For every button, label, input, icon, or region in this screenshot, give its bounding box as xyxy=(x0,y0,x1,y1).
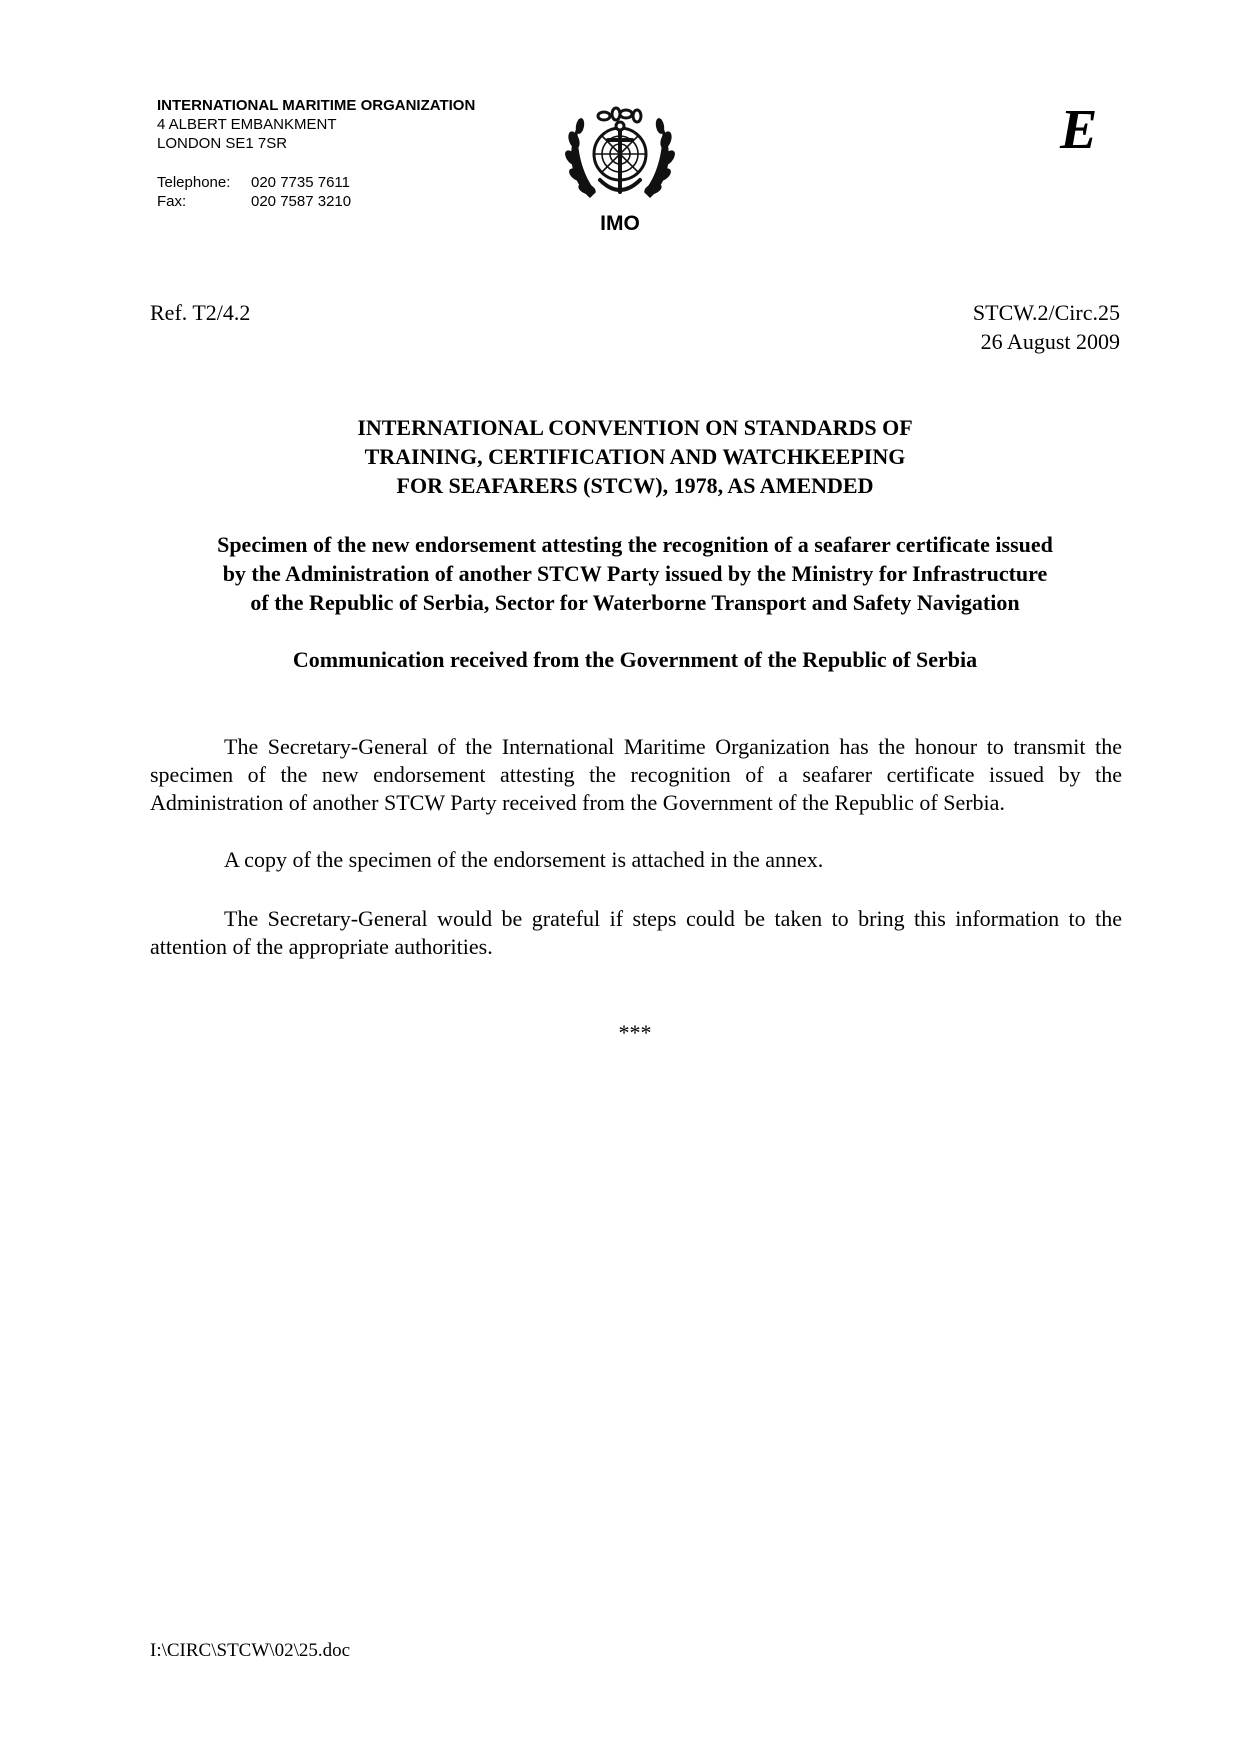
subtitle-line-3: of the Republic of Serbia, Sector for Waterborne Transport and Safety Navigation xyxy=(250,590,1020,615)
body-paragraph-2: A copy of the specimen of the endorsement is attached in the annex. xyxy=(224,847,824,872)
address-line-1: 4 ALBERT EMBANKMENT xyxy=(157,116,337,133)
organization-name: INTERNATIONAL MARITIME ORGANIZATION xyxy=(157,97,476,114)
convention-title-line-3: FOR SEAFARERS (STCW), 1978, AS AMENDED xyxy=(396,473,874,498)
document-subtitle xyxy=(150,530,1120,617)
convention-title-line-2: TRAINING, CERTIFICATION AND WATCHKEEPING xyxy=(364,444,906,469)
fax-row xyxy=(157,192,475,211)
section-separator: *** xyxy=(618,1020,652,1045)
reference-number: Ref. T2/4.2 xyxy=(150,300,251,325)
document-symbol-block xyxy=(973,298,1120,356)
imo-emblem-icon xyxy=(560,100,680,210)
imo-logo-caption: IMO xyxy=(600,212,640,235)
fax-label: Fax: xyxy=(157,193,187,210)
telephone-value: 020 7735 7611 xyxy=(251,174,350,191)
address-line-2: LONDON SE1 7SR xyxy=(157,135,288,152)
subtitle-line-1: Specimen of the new endorsement attesting the recognition of a seafarer certificate issued xyxy=(217,532,1053,557)
document-date: 26 August 2009 xyxy=(980,329,1120,354)
convention-title xyxy=(150,413,1120,500)
language-mark: E xyxy=(1060,99,1098,161)
document-symbol: STCW.2/Circ.25 xyxy=(972,300,1120,325)
telephone-row xyxy=(157,173,475,192)
body-paragraph-3: The Secretary-General would be grateful if steps could be taken to bring this information to the attention of the appropriate authorities. xyxy=(150,906,1122,959)
organization-header xyxy=(157,96,475,211)
convention-title-line-1: INTERNATIONAL CONVENTION ON STANDARDS OF xyxy=(357,415,913,440)
telephone-label: Telephone: xyxy=(157,174,231,191)
body-paragraph-1: The Secretary-General of the International Maritime Organization has the honour to transmit the specimen of the new endorsement attesting the recognition of a seafarer certificate issued by the Administration of another STCW Party received from the Government of the Republic of Serbia. xyxy=(150,734,1122,815)
footer-file-path: I:\CIRC\STCW\02\25.doc xyxy=(150,1640,351,1661)
fax-value: 020 7587 3210 xyxy=(251,193,352,210)
subtitle-line-2: by the Administration of another STCW Party issued by the Ministry for Infrastructure xyxy=(222,561,1048,586)
communication-heading: Communication received from the Government of the Republic of Serbia xyxy=(292,647,978,672)
